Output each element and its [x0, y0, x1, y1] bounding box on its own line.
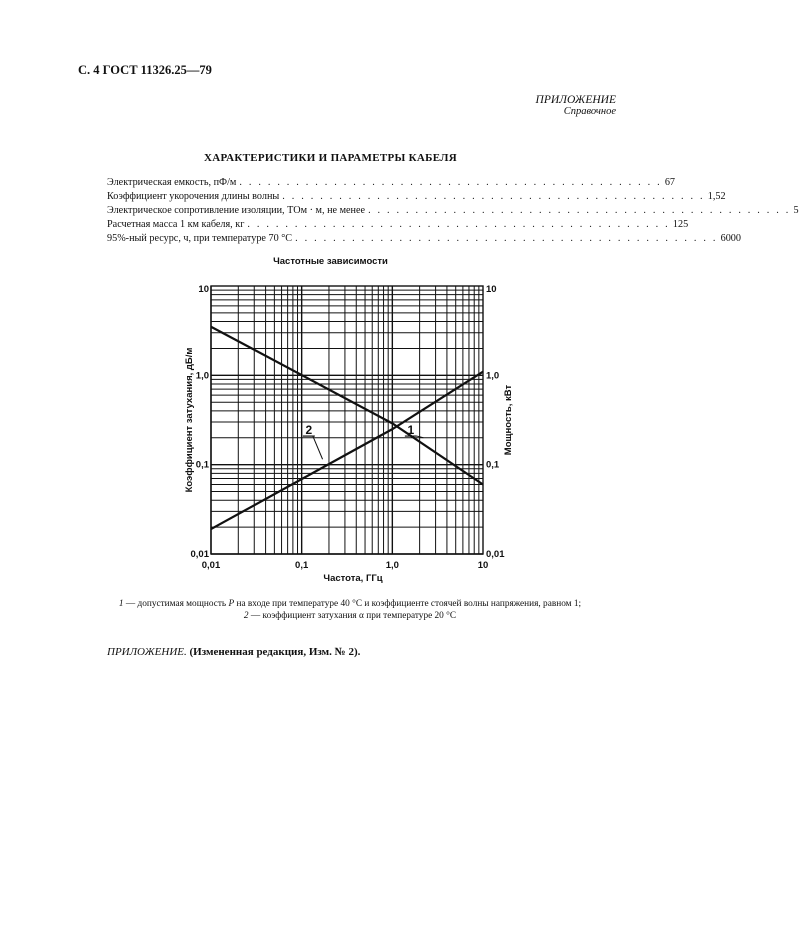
parameters-list [107, 176, 799, 246]
figure-caption [90, 598, 610, 622]
section-title: ХАРАКТЕРИСТИКИ И ПАРАМЕТРЫ КАБЕЛЯ [203, 152, 457, 164]
x-tick-label: 1,0 [385, 560, 399, 571]
y-right-tick-label: 10 [486, 284, 497, 295]
caption-symbol-p: P [228, 599, 235, 609]
appendix-title: ПРИЛОЖЕНИЕ [535, 94, 616, 106]
y-left-axis-label: Коэффициент затухания, дБ/м [184, 347, 195, 493]
amendment-italic: ПРИЛОЖЕНИЕ. [107, 646, 187, 658]
leader-dots: . . . . . . . . . . . . . . . . . . . . . . . . . . . . . . . . . . . . . . . . . . . . . [368, 205, 791, 216]
y-left-tick-label: 1,0 [195, 370, 209, 382]
y-right-tick-label: 0,01 [486, 549, 505, 560]
chart-series [211, 327, 483, 529]
amendment-bold: (Измененная редакция, Изм. № 2). [186, 646, 361, 658]
series-2-label: 2 [305, 423, 313, 438]
amendment-note [107, 646, 360, 658]
parameter-value: 1,52 [707, 191, 726, 202]
caption-number-2: 2 [243, 611, 249, 621]
parameter-row [107, 176, 676, 190]
chart-title: Частотные зависимости [273, 256, 388, 267]
caption-text-1b: на входе при температуре 40 °С и коэффициенте стоячей волны напряжения, равном 1; [234, 599, 582, 609]
parameter-row [107, 232, 741, 246]
parameter-row [107, 218, 689, 232]
parameter-value: 67 [664, 177, 676, 188]
y-left-tick-label: 10 [198, 284, 209, 295]
y-right-tick-label: 0,1 [486, 459, 500, 471]
leader-dots: . . . . . . . . . . . . . . . . . . . . . . . . . . . . . . . . . . . . . . . . . . . . . [295, 233, 718, 244]
parameter-label: Электрическое сопротивление изоляции, ТОм · м, не менее [107, 205, 366, 216]
x-tick-label: 0,01 [201, 560, 221, 571]
parameter-row [107, 190, 726, 204]
parameter-label: 95%-ный ресурс, ч, при температуре 70 °С [107, 233, 293, 244]
parameter-value: 125 [672, 219, 689, 230]
caption-text-1: — допустимая мощность [123, 599, 229, 609]
x-tick-label: 0,1 [295, 560, 309, 571]
parameter-label: Расчетная масса 1 км кабеля, кг [107, 219, 245, 230]
y-right-axis-label: Мощность, кВт [503, 384, 514, 456]
caption-text-2: — коэффициент затухания α при температуре 20 °С [248, 611, 457, 621]
series-2-leader [313, 436, 323, 459]
y-left-tick-label: 0,01 [190, 549, 209, 560]
leader-dots: . . . . . . . . . . . . . . . . . . . . . . . . . . . . . . . . . . . . . . . . . . . . . [282, 191, 705, 202]
y-left-tick-label: 0,1 [195, 459, 209, 471]
caption-number-1: 1 [118, 599, 124, 609]
plot-frame [211, 286, 483, 554]
parameter-label: Электрическая емкость, пФ/м [107, 177, 237, 188]
x-axis-label: Частота, ГГц [323, 573, 383, 584]
y-right-tick-label: 1,0 [486, 370, 500, 382]
parameter-value: 6000 [720, 233, 741, 244]
appendix-subtitle: Справочное [563, 106, 616, 117]
frequency-chart [0, 270, 661, 588]
parameter-row [107, 204, 799, 218]
appendix-label [536, 94, 616, 118]
parameter-label: Коэффициент укорочения длины волны [107, 191, 280, 202]
leader-dots: . . . . . . . . . . . . . . . . . . . . . . . . . . . . . . . . . . . . . . . . . . . . . [247, 219, 670, 230]
series-1-line [211, 327, 483, 485]
parameter-value: 5 [793, 205, 799, 216]
x-tick-label: 10 [477, 560, 489, 571]
chart-grid [211, 286, 483, 554]
page-header: С. 4 ГОСТ 11326.25—79 [78, 63, 212, 77]
leader-dots: . . . . . . . . . . . . . . . . . . . . . . . . . . . . . . . . . . . . . . . . . . . . . [239, 177, 662, 188]
series-1-label: 1 [407, 423, 415, 438]
